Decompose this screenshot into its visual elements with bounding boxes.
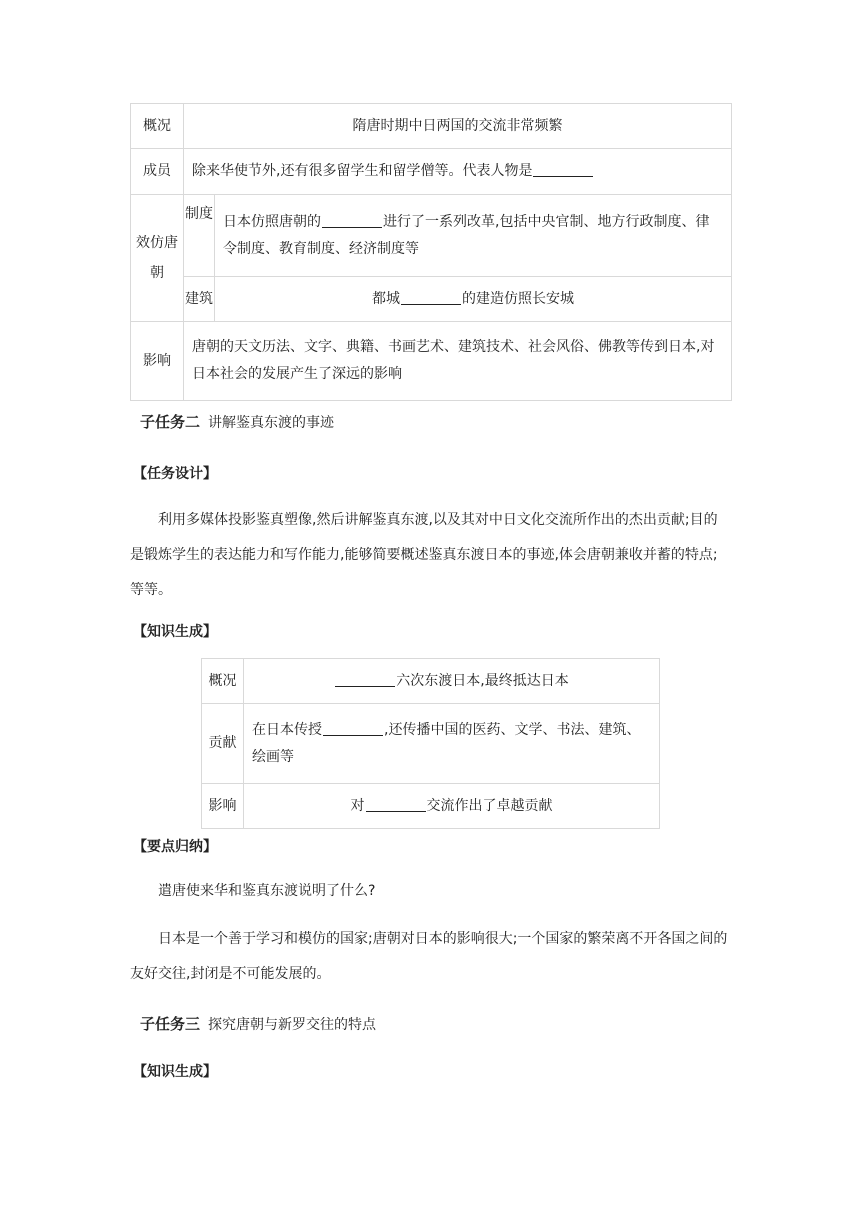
task-design-label: 【任务设计】 [133, 466, 217, 482]
members-text [184, 149, 732, 195]
section-title: 子任务二 [140, 413, 201, 431]
architecture-text [215, 277, 732, 322]
fill-blank[interactable] [322, 211, 382, 228]
knowledge-label-3: 【知识生成】 [133, 1064, 217, 1080]
influence-post: 交流作出了卓越贡献 [426, 797, 553, 814]
fill-blank[interactable] [323, 719, 383, 736]
row-label-contribution: 贡献 [202, 704, 244, 784]
system-text [215, 195, 732, 277]
section-subtitle: 探究唐朝与新罗交往的特点 [208, 1017, 377, 1033]
japan-exchange-table [130, 103, 732, 401]
row-label-overview-2: 概况 [202, 659, 244, 704]
architecture-text-post: 的建造仿照长安城 [462, 290, 574, 307]
section-title: 子任务三 [140, 1015, 201, 1033]
fill-blank[interactable] [401, 288, 461, 305]
row-label-members: 成员 [131, 149, 184, 195]
jianzhen-influence [244, 784, 660, 829]
row-label-influence-2: 影响 [202, 784, 244, 829]
system-text-pre: 日本仿照唐朝的 [223, 213, 321, 230]
summary-question: 遣唐使来华和鉴真东渡说明了什么? [158, 883, 376, 899]
fill-blank[interactable] [366, 795, 426, 812]
sub-label-architecture: 建筑 [184, 277, 215, 322]
fill-blank[interactable] [533, 160, 593, 177]
overview-text: 隋唐时期中日两国的交流非常频繁 [184, 104, 732, 149]
jianzhen-table [201, 658, 660, 829]
row-label-imitate: 效仿唐朝 [131, 195, 184, 322]
summary-answer: 日本是一个善于学习和模仿的国家;唐朝对日本的影响很大;一个国家的繁荣离不开各国之间的友好交往,封闭是不可能发展的。 [130, 931, 728, 982]
task-design-text: 利用多媒体投影鉴真塑像,然后讲解鉴真东渡,以及其对中日文化交流所作出的杰出贡献;目的是锻炼学生的表达能力和写作能力,能够简要概述鉴真东渡日本的事迹,体会唐朝兼收并蓄的特点;等等。 [130, 512, 718, 598]
members-text-body: 除来华使节外,还有很多留学生和留学僧等。代表人物是 [192, 163, 533, 179]
architecture-text-pre: 都城 [372, 290, 400, 307]
knowledge-label: 【知识生成】 [133, 624, 217, 640]
jianzhen-overview [244, 659, 660, 704]
jianzhen-overview-text: 六次东渡日本,最终抵达日本 [396, 672, 569, 689]
section-subtitle: 讲解鉴真东渡的事迹 [208, 415, 335, 431]
fill-blank[interactable] [335, 670, 395, 687]
system-text-post: 进行了一系列改革,包括中央官制、地方行政制度、律令制度、教育制度、经济制度等 [223, 213, 710, 257]
sub-label-system: 制度 [184, 195, 215, 277]
row-label-overview: 概况 [131, 104, 184, 149]
contribution-pre: 在日本传授 [252, 721, 322, 738]
jianzhen-contribution [244, 704, 660, 784]
influence-text: 唐朝的天文历法、文字、典籍、书画艺术、建筑技术、社会风俗、佛教等传到日本,对日本社会的发展产生了深远的影响 [184, 322, 732, 401]
contribution-post: ,还传播中国的医药、文学、书法、建筑、绘画等 [252, 721, 641, 765]
summary-label: 【要点归纳】 [133, 839, 217, 855]
influence-pre: 对 [350, 797, 365, 814]
section-heading-2 [140, 411, 334, 432]
section-heading-3 [140, 1013, 376, 1034]
row-label-influence: 影响 [131, 322, 184, 401]
